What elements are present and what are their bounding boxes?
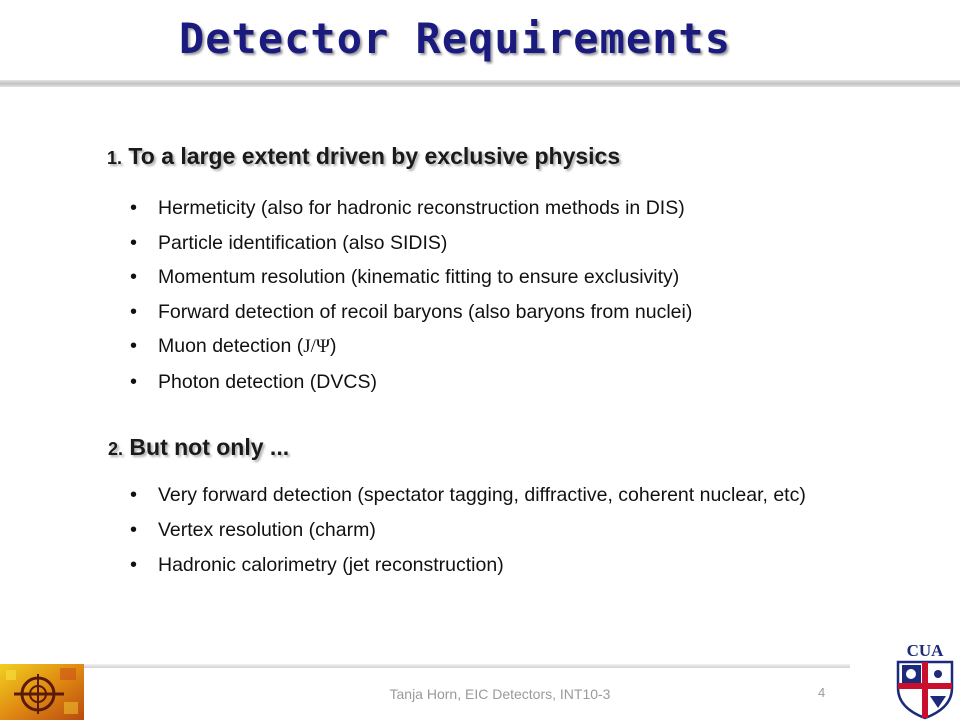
section-heading-2: [108, 434, 289, 461]
section-heading-1: [107, 143, 620, 170]
section2-bullet-list: [130, 483, 850, 588]
list-item: • Momentum resolution (kinematic fitting to ensure exclusivity): [130, 265, 830, 289]
list-item-muon: [130, 334, 830, 359]
section-number-1: 1.: [107, 148, 123, 168]
cua-crest-icon: [890, 640, 960, 720]
list-item: • Particle identification (also SIDIS): [130, 231, 830, 255]
section-number-2: 2.: [108, 439, 124, 459]
crest-text: CUA: [906, 641, 944, 660]
list-item: • Photon detection (DVCS): [130, 370, 830, 394]
list-item: • Hadronic calorimetry (jet reconstruction): [130, 553, 850, 577]
muon-suffix: ): [329, 335, 337, 357]
slide-title: Detector Requirements: [178, 14, 731, 63]
footer-text: Tanja Horn, EIC Detectors, INT10-3: [389, 686, 611, 702]
list-item: • Very forward detection (spectator tagging, diffractive, coherent nuclear, etc): [130, 483, 850, 507]
title-divider: [0, 80, 960, 87]
list-item: • Forward detection of recoil baryons (also baryons from nuclei): [130, 300, 830, 324]
section-heading-text-1: To a large extent driven by exclusive physics: [128, 143, 621, 169]
muon-prefix: Muon detection (: [158, 335, 304, 357]
footer-divider: [0, 664, 850, 668]
list-item: • Hermeticity (also for hadronic reconstruction methods in DIS): [130, 196, 830, 220]
section1-bullet-list: [130, 196, 830, 404]
section-heading-text-2: But not only ...: [129, 434, 290, 460]
page-number: 4: [818, 685, 826, 700]
list-item: • Vertex resolution (charm): [130, 518, 850, 542]
jpsi-symbol: J/Ψ: [303, 336, 330, 357]
